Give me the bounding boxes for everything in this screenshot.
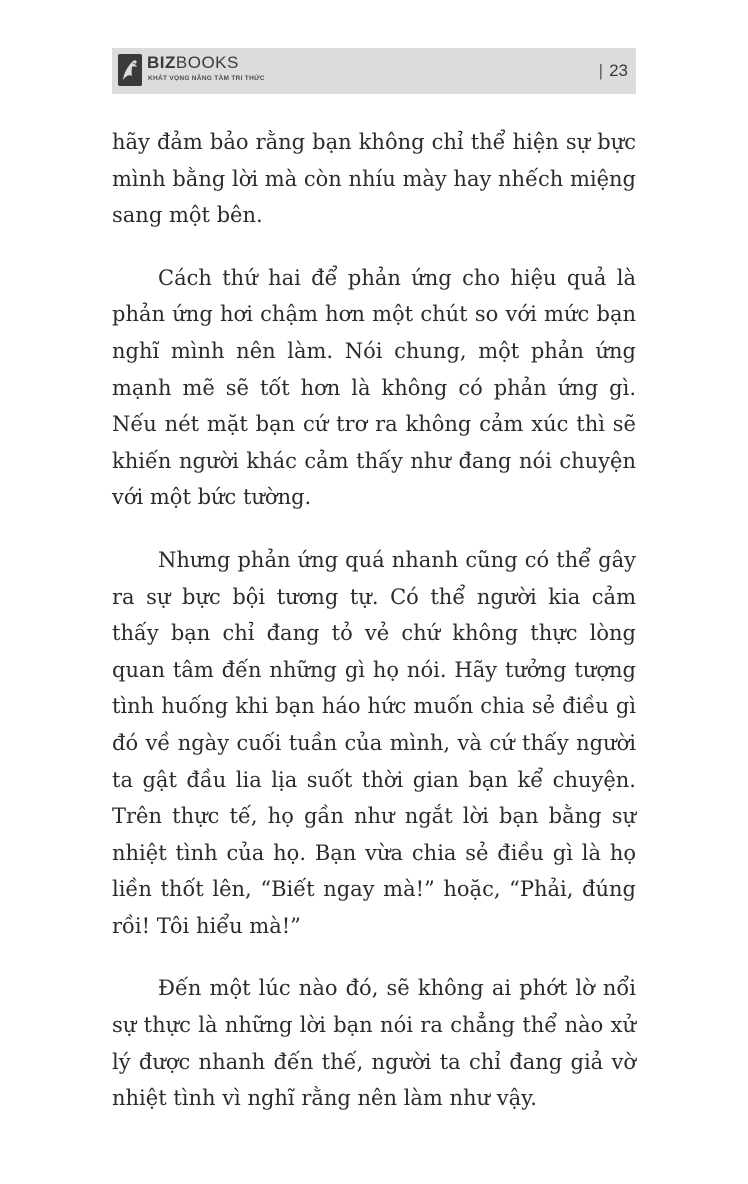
paragraph: Đến một lúc nào đó, sẽ không ai phớt lờ nổi sự thực là những lời bạn nói ra chẳng thể nào xử lý được nhanh đến thế, người ta chỉ đang giả vờ nhiệt tình vì nghĩ rằng nên làm như vậy. — [112, 976, 636, 1111]
publisher-tagline: KHÁT VỌNG NÂNG TẦM TRI THỨC — [148, 75, 265, 82]
bizbooks-logo-icon — [118, 54, 142, 86]
publisher-name — [147, 53, 239, 73]
page-body — [112, 124, 636, 1143]
brand-bold: BIZ — [147, 53, 176, 72]
page-number: 23 — [609, 61, 628, 80]
paragraph: Cách thứ hai để phản ứng cho hiệu quả là phản ứng hơi chậm hơn một chút so với mức bạn nghĩ mình nên làm. Nói chung, một phản ứng mạnh mẽ sẽ tốt hơn là không có phản ứng gì. Nếu nét mặt bạn cứ trơ ra không cảm xúc thì sẽ khiến người khác cảm thấy như đang nói chuyện với một bức tường. — [112, 265, 636, 510]
brand-light: BOOKS — [175, 53, 239, 72]
page-separator: | — [598, 61, 604, 80]
paragraph: Nhưng phản ứng quá nhanh cũng có thể gây ra sự bực bội tương tự. Có thể người kia cảm thấy bạn chỉ đang tỏ vẻ chứ không thực lòng quan tâm đến những gì họ nói. Hãy tưởng tượng tình huống khi bạn háo hức muốn chia sẻ điều gì đó về ngày cuối tuần của mình, và cứ thấy người ta gật đầu lia lịa suốt thời gian bạn kể chuyện. Trên thực tế, họ gần như ngắt lời bạn bằng sự nhiệt tình của họ. Bạn vừa chia sẻ điều gì là họ liền thốt lên, “Biết ngay mà!” hoặc, “Phải, đúng rồi! Tôi hiểu mà!” — [112, 547, 636, 938]
publisher-logo — [118, 53, 268, 89]
running-header — [112, 48, 636, 94]
paragraph: hãy đảm bảo rằng bạn không chỉ thể hiện sự bực mình bằng lời mà còn nhíu mày hay nhếch miệng sang một bên. — [112, 130, 636, 228]
page-number-block — [599, 60, 628, 82]
